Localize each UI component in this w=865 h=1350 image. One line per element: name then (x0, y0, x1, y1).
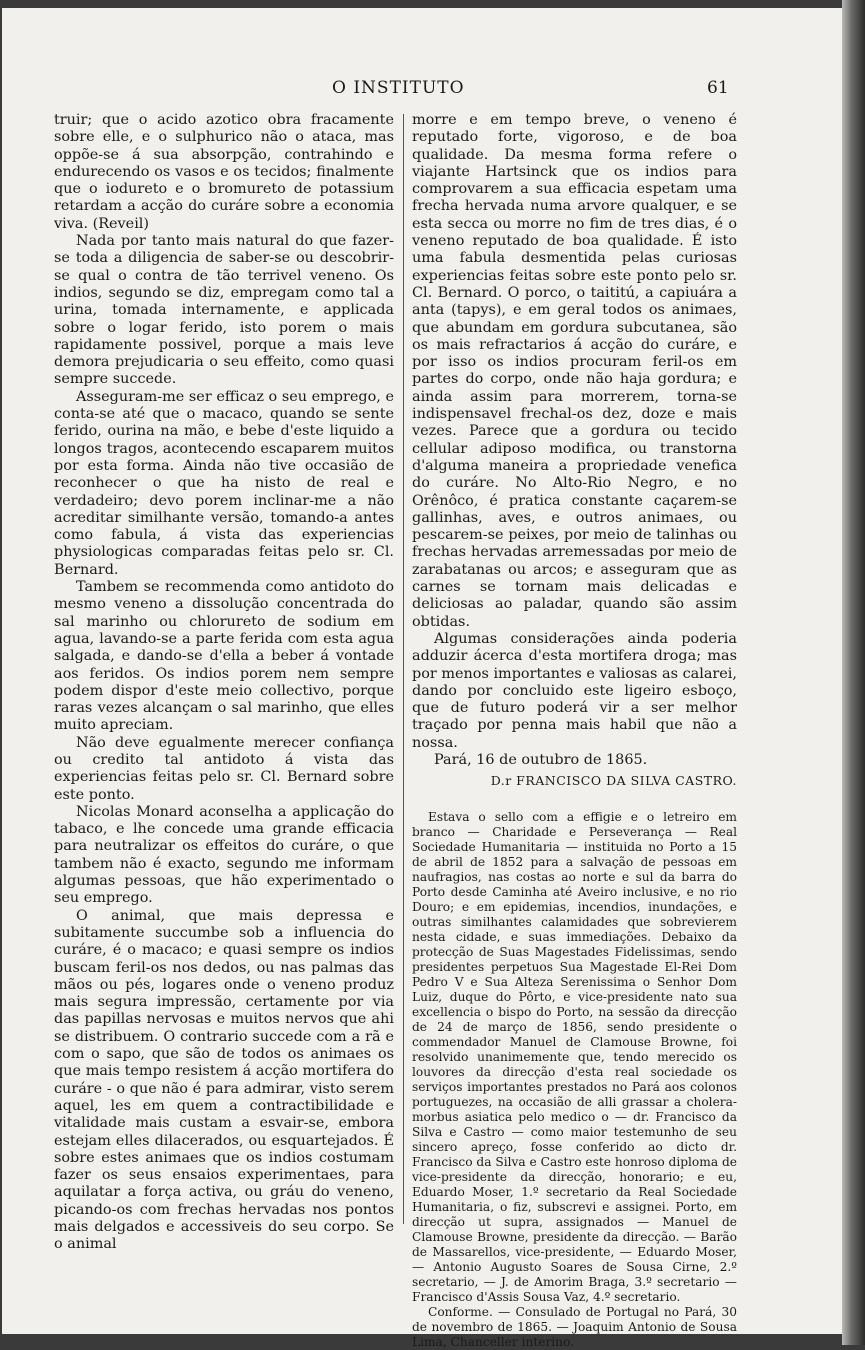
paragraph: O animal, que mais depressa e subitamente succumbe sob a influencia do curáre, é o macaco; e quasi sempre os indios buscam feril-os nos dedos, ou nas palmas das mãos ou pés, logares onde o veneno produz mais segura impressão, certamente por via das papillas nervosas e muitos nervos que ahi se distribuem. O contrario succede com a rã e com o sapo, que são de todos os animaes os que mais tempo resistem á acção mortifera do curáre - o que não é para admirar, visto serem aquel, les em quem a contractibilidade e vitalidade mais custam a esvair-se, embora estejam elles dilacerados, ou esquartejados. É sobre estes animaes que os indios costumam fazer os seus ensaios experimentaes, para aquilatar a força activa, ou gráu do veneno, picando-os com frechas hervadas nos pontos mais delgados e accessiveis do seu corpo. Se o animal (54, 907, 394, 1253)
right-column (412, 112, 737, 1350)
paragraph: Asseguram-me ser efficaz o seu emprego, e conta-se até que o macaco, quando se sente ferido, ourina na mão, e bebe d'este liquido a longos tragos, acontecendo escaparem muitos por esta forma. Ainda não tive occasião de reconhecer o que ha nisto de real e verdadeiro; devo porem inclinar-me a não acreditar similhante versão, tomando-a antes como fabula, á vista das experiencias physiologicas comparadas feitas pelo sr. Cl. Bernard. (54, 388, 394, 578)
paragraph: Tambem se recommenda como antidoto do mesmo veneno a dissolução concentrada do sal marinho ou chlorureto de sodium em agua, lavando-se a parte ferida com esta agua salgada, e dando-se d'ella a beber á vontade aos feridos. Os indios porem nem sempre podem dispor d'este meio collectivo, porque raras vezes alcançam o sal marinho, que elles muito apreciam. (54, 579, 394, 734)
note-paragraph: Estava o sello com a effigie e o letreiro em branco — Charidade e Perseverança — Real Sociedade Humanitaria — instituida no Porto a 15 de abril de 1852 para a salvação de pessoas em naufragios, nas costas ao norte e sul da barra do Porto desde Caminha até Aveiro inclusive, e no rio Douro; e em epidemias, incendios, inundações, e outras similhantes calamidades que sobrevierem nesta cidade, e suas immediações. Debaixo da protecção de Suas Magestades Fidelissimas, sendo presidentes perpetuos Sua Magestade El-Rei Dom Pedro V e Sua Alteza Serenissima o Senhor Dom Luiz, duque do Pôrto, e vice-presidente nato sua excellencia o bispo do Porto, na sessão da direcção de 24 de março de 1856, sendo presidente o commendador Manuel de Clamouse Browne, foi resolvido unanimemente que, tendo merecido os louvores da direcção d'esta real sociedade os serviços importantes prestados no Pará aos colonos portuguezes, na occasião de alli grassar a cholera-morbus asiatica pelo medico o — dr. Francisco da Silva e Castro — como maior testemunho de seu sincero apreço, fosse conferido ao dicto dr. Francisco da Silva e Castro este honroso diploma de vice-presidente da direcção, honorario; e eu, Eduardo Moser, 1.º secretario da Real Sociedade Humanitaria, o fiz, subscrevi e assignei. Porto, em direcção ut supra, assignados — Manuel de Clamouse Browne, presidente da direcção. — Barão de Massarellos, vice-presidente, — Eduardo Moser, — Antonio Augusto Soares de Sousa Cirne, 2.º secretario, — J. de Amorim Braga, 3.º secretario — Francisco d'Assis Sousa Vaz, 4.º secretario. (412, 809, 737, 1304)
paragraph: Algumas considerações ainda poderia adduzir ácerca d'esta mortifera droga; mas por menos importantes e valiosas as calarei, dando por concluido este ligeiro esboço, que de futuro poderá vir a ser melhor traçado por penna mais habil que não a nossa. (412, 630, 737, 751)
column-divider (403, 114, 404, 1224)
diploma-note (412, 810, 737, 1350)
left-column (54, 112, 394, 1254)
page-header (2, 78, 842, 102)
paragraph: truir; que o acido azotico obra fracamente sobre elle, e o sulphurico não o ataca, mas oppõe-se á sua absorpção, contrahindo e endurecendo os vasos e os tecidos; finalmente que o iodureto e o bromureto de potassium retardam a acção do curáre sobre a economia viva. (Reveil) (54, 112, 394, 232)
paragraph: morre e em tempo breve, o veneno é reputado forte, vigoroso, e de boa qualidade. Da mesma forma refere o viajante Hartsinck que os indios para comprovarem a sua efficacia espetam uma frecha hervada numa arvore qualquer, e se esta secca ou morre no fim de tres dias, é o veneno reputado de boa qualidade. É isto uma fabula desmentida pelas curiosas experiencias feitas sobre este ponto pelo sr. Cl. Bernard. O porco, o taititú, a capiuára a anta (tapys), e em geral todos os animaes, que abundam em gordura subcutanea, são os mais refractarios á acção do curáre, e por isso os indios procuram feril-os em partes do corpo, onde não haja gordura; e ainda assim para morrerem, torna-se indispensavel frechal-os dez, doze e mais vezes. Parece que a gordura ou tecido cellular adiposo modifica, ou transtorna d'alguma maneira a propriedade venefica do curáre. No Alto-Rio Negro, e no Orênôco, é pratica constante caçarem-se gallinhas, aves, e outros animaes, ou pescarem-se peixes, por meio de talinhas ou frechas hervadas arremessadas por meio de zarabatanas ou arcos; e asseguram que as carnes se tornam mais delicadas e deliciosas ao paladar, quando são assim obtidas. (412, 112, 737, 630)
note-paragraph: Conforme. — Consulado de Portugal no Pará, 30 de novembro de 1865. — Joaquim Antonio de Sousa Lima, Chanceller interino. (412, 1304, 737, 1349)
book-edge (842, 0, 865, 1345)
book-page (2, 8, 842, 1349)
paragraph: Nada por tanto mais natural do que fazer-se toda a diligencia de saber-se ou descobrir-se qual o contra de tão terrivel veneno. Os indios, segundo se diz, empregam como tal a urina, tomada internamente, e applicada sobre o logar ferido, isto porem o mais rapidamente possivel, porque a mais leve demora prejudicaria o seu effeito, como quasi sempre succede. (54, 233, 394, 388)
author-signature: D.r FRANCISCO DA SILVA CASTRO. (490, 773, 737, 789)
page-number: 61 (707, 78, 729, 98)
paragraph: Não deve egualmente merecer confiança ou credito tal antidoto á vista das experiencias feitas pelo sr. Cl. Bernard sobre este ponto. (54, 734, 394, 803)
paragraph: Nicolas Monard aconselha a applicação do tabaco, e lhe concede uma grande efficacia para neutralizar os effeitos do curáre, o que tambem não é exacto, segundo me informam algumas pessoas, que hão experimentado o seu emprego. (54, 803, 394, 907)
running-title: O INSTITUTO (332, 78, 465, 98)
dateline: Pará, 16 de outubro de 1865. (434, 751, 648, 768)
